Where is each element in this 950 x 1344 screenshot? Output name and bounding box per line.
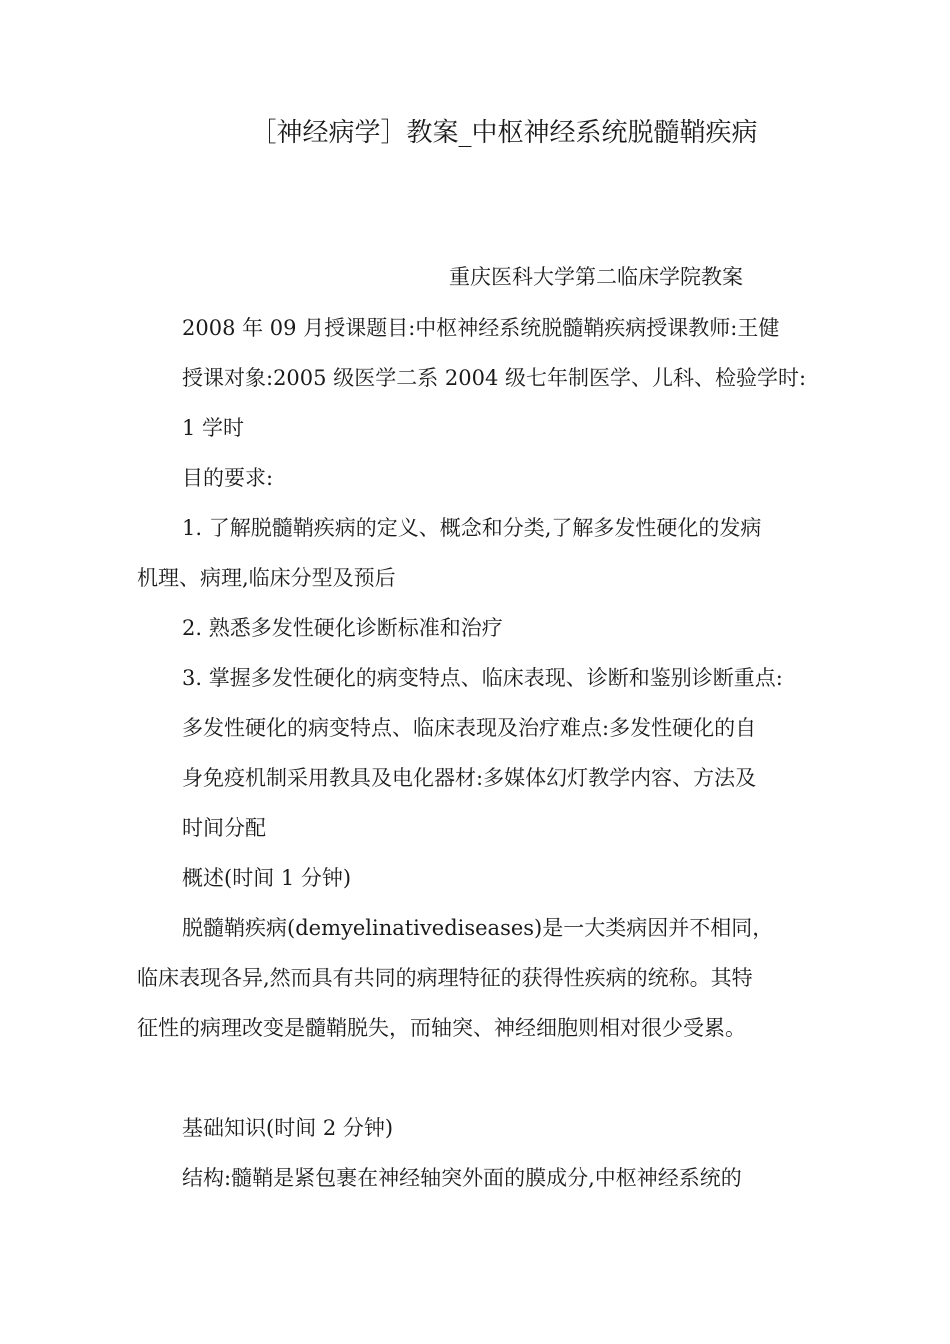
text-line: 2008 年 09 月授课题目:中枢神经系统脱髓鞘疾病授课教师:王健: [182, 316, 780, 340]
text-line: 授课对象:2005 级医学二系 2004 级七年制医学、儿科、检验学时:: [182, 366, 807, 390]
text-line: 临床表现各异,然而具有共同的病理特征的获得性疾病的统称。其特: [137, 966, 753, 990]
text-line: 机理、病理,临床分型及预后: [137, 566, 396, 590]
text-line: 征性的病理改变是髓鞘脱失，而轴突、神经细胞则相对很少受累。: [137, 1016, 746, 1040]
text-line: 2. 熟悉多发性硬化诊断标准和治疗: [182, 616, 503, 640]
document-title: ［神经病学］教案_中枢神经系统脱髓鞘疾病: [250, 118, 758, 148]
text-line: 脱髓鞘疾病(demyelinativediseases)是一大类病因并不相同，: [182, 916, 774, 940]
text-line: 3. 掌握多发性硬化的病变特点、临床表现、诊断和鉴别诊断重点:: [182, 666, 783, 690]
section-heading: 目的要求:: [182, 466, 274, 490]
section-heading: 概述(时间 1 分钟): [182, 866, 352, 890]
text-line: 身免疫机制采用教具及电化器材:多媒体幻灯教学内容、方法及: [182, 766, 757, 790]
text-line: 1 学时: [182, 416, 245, 440]
text-line: 多发性硬化的病变特点、临床表现及治疗难点:多发性硬化的自: [182, 716, 757, 740]
text-line: 1. 了解脱髓鞘疾病的定义、概念和分类,了解多发性硬化的发病: [182, 516, 762, 540]
institution-line: 重庆医科大学第二临床学院教案: [449, 265, 743, 289]
section-heading: 基础知识(时间 2 分钟): [182, 1116, 394, 1140]
text-line: 时间分配: [182, 816, 266, 840]
text-line: 结构:髓鞘是紧包裹在神经轴突外面的膜成分,中枢神经系统的: [182, 1166, 742, 1190]
